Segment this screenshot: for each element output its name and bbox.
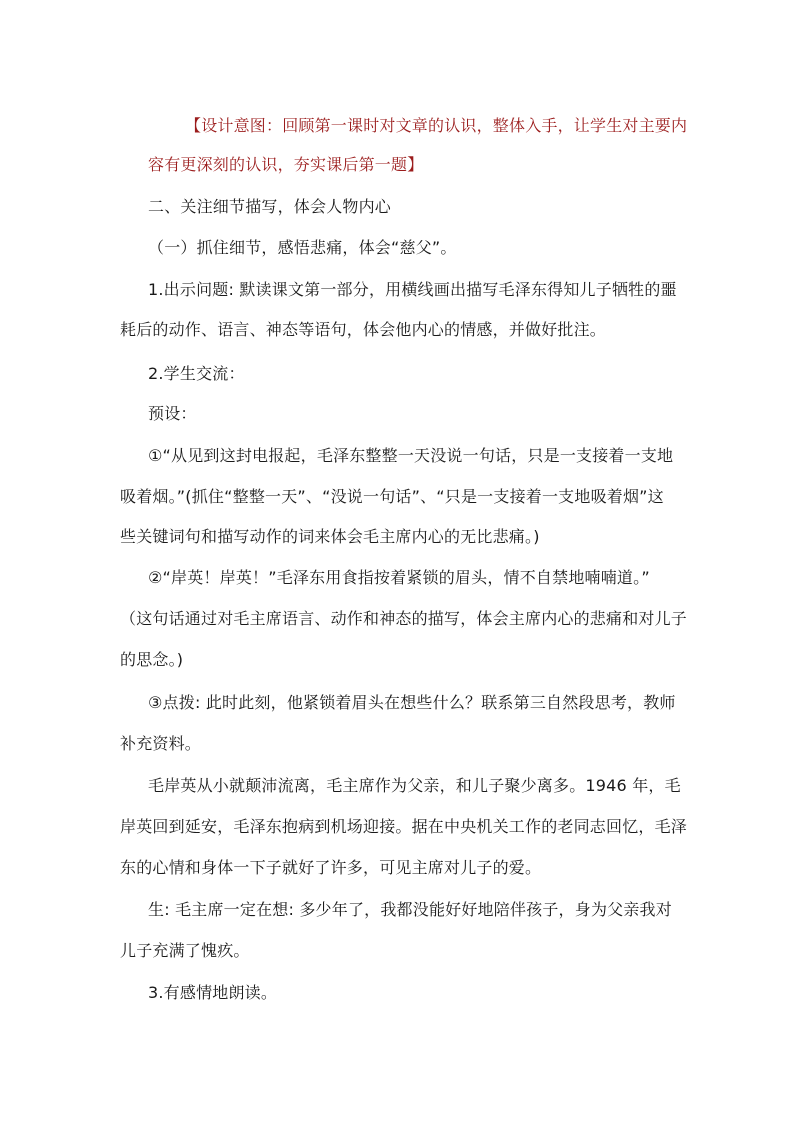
step1-line-1: 1.出示问题: 默读课文第一部分，用横线画出描写毛泽东得知儿子牺牲的噩 <box>148 280 677 299</box>
point3-line-2: 补充资料。 <box>120 734 202 753</box>
point1-line-3: 些关键词句和描写动作的词来体会毛主席内心的无比悲痛。) <box>120 527 540 546</box>
material-line-2: 岸英回到延安，毛泽东抱病到机场迎接。据在中央机关工作的老同志回忆，毛泽 <box>120 817 688 836</box>
material-line-1: 毛岸英从小就颠沛流离，毛主席作为父亲，和儿子聚少离多。1946 年，毛 <box>148 776 681 795</box>
subsection-heading: （一）抓住细节，感悟悲痛，体会“慈父”。 <box>148 238 457 257</box>
preset-label: 预设： <box>148 404 197 423</box>
point2-line-1: ②“岸英！岸英！”毛泽东用食指按着紧锁的眉头，情不自禁地喃喃道。” <box>148 568 650 587</box>
point3-line-1: ③点拨: 此时此刻，他紧锁着眉头在想些什么？联系第三自然段思考，教师 <box>148 693 676 712</box>
point2-line-2: （这句话通过对毛主席语言、动作和神态的描写，体会主席内心的悲痛和对儿子 <box>120 609 688 628</box>
student-answer-line-2: 儿子充满了愧疚。 <box>120 941 250 960</box>
student-answer-line-1: 生: 毛主席一定在想: 多少年了，我都没能好好地陪伴孩子，身为父亲我对 <box>148 900 672 919</box>
step1-line-2: 耗后的动作、语言、神态等语句，体会他内心的情感，并做好批注。 <box>120 320 607 339</box>
design-intent-line-2: 容有更深刻的认识，夯实课后第一题】 <box>148 155 424 174</box>
material-line-3: 东的心情和身体一下子就好了许多，可见主席对儿子的爱。 <box>120 858 542 877</box>
step3-label: 3.有感情地朗读。 <box>148 983 278 1002</box>
point1-line-2: 吸着烟。”(抓住“整整一天”、“没说一句话”、“只是一支接着一支地吸着烟”这 <box>120 487 664 506</box>
section-heading: 二、关注细节描写，体会人物内心 <box>148 197 392 216</box>
design-intent-line-1: 【设计意图：回顾第一课时对文章的认识，整体入手，让学生对主要内 <box>185 116 688 135</box>
point2-line-3: 的思念。) <box>120 650 184 669</box>
step2-label: 2.学生交流： <box>148 364 245 383</box>
point1-line-1: ①“从见到这封电报起，毛泽东整整一天没说一句话，只是一支接着一支地 <box>148 446 674 465</box>
